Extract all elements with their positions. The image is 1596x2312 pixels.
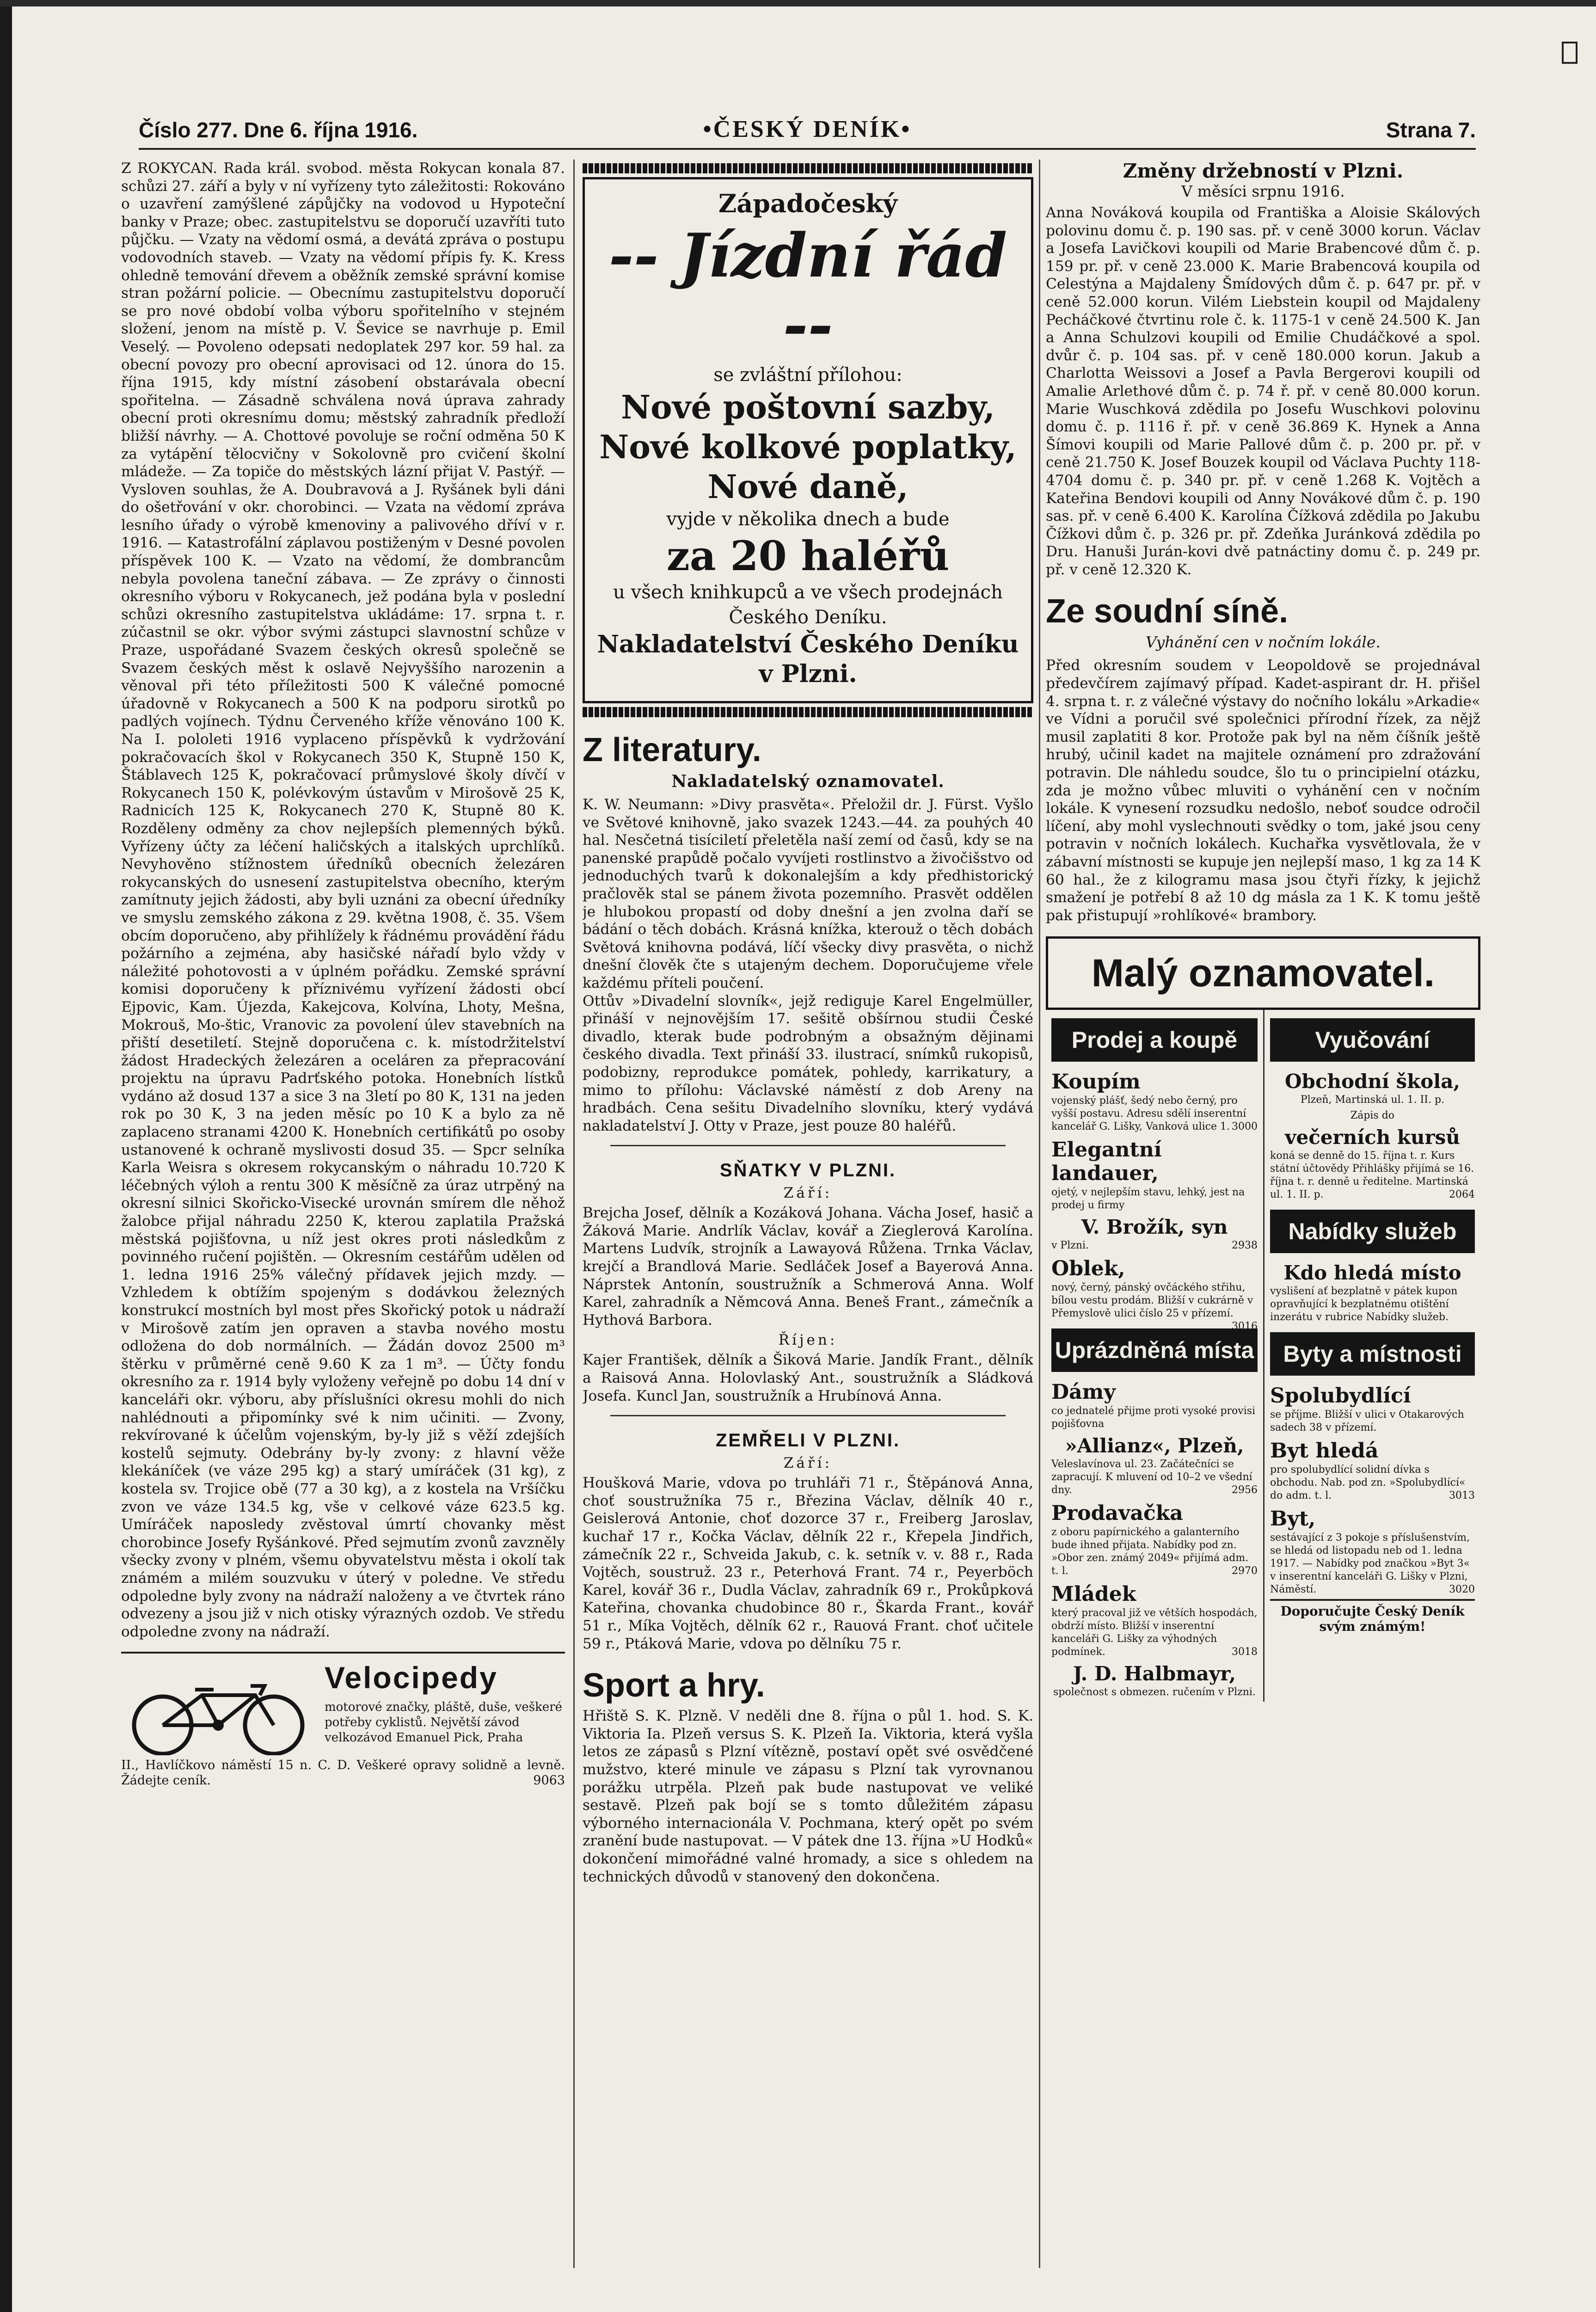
allianz-body: Veleslavínova ul. 23. Začátečníci se zapracují. K mluvení od 10–2 ve všední dny. xyxy=(1051,1458,1252,1496)
ad-line-2: Nové kolkové poplatky, xyxy=(599,428,1017,466)
byt-text xyxy=(1270,1531,1475,1596)
skola-heading: Obchodní škola, xyxy=(1284,1070,1461,1093)
mladek-code: 3018 xyxy=(1232,1646,1258,1658)
zmeny-text: Anna Nováková koupila od Františka a Aloisie Skálových polovinu domu č. p. 190 sas. př. v ceně 3000 korun. Václav a Josefa Lavičkovi koupili od Marie Brabencové dům č. p. 159 pr. př. v ceně 23.000 K. Marie Brabencová koupila od Celestýna a Majdaleny Šmídových dům č. p. 647 pr. př. v ceně 52.000 korun. Vilém Liebstein koupil od Majdaleny Pecháčkové čtvrtinu role č. k. 1175-1 v ceně 24.500 K. Jan a Anna Schulzovi koupili od Emilie Chudáčkové a spol. dvůr č. p. 104 sas. př. v ceně 180.000 korun. Jakub a Charlotta Weissovi a Josef a Pavla Bergerovi koupili od Amalie Arlethové dům č. p. 74 ř. př. v ceně 80.000 korun. Marie Wuschková zdědila po Josefu Wuschkovi polovinu domu č. p. 1116 ř. př. v ceně 36.869 K. Hynek a Anna Šímovi koupili od Marie Pallové dům č. p. 200 pr. př. v ceně 21.750 K. Josef Bouzek koupil od Václava Puchty 118-4704 domu č. p. 340 pr. př. v ceně 1.268 K. Vojtěch a Kateřina Bendovi koupili od Anny Novákové dům č. p. 190 sas. př. v ceně 6.400 K. Karolína Čížková zdědila po Jakubu Čížkovi dům č. p. 326 pr. př. Zdeňka Juránková zdědila po Dru. Hanuši Jurán-kovi dvě patnáctiny domu č. p. 249 pr. př. v ceně 12.320 K. xyxy=(1046,204,1480,578)
byt-hleda-code: 3013 xyxy=(1449,1490,1475,1502)
sport-heading: Sport a hry. xyxy=(583,1667,765,1704)
maly-oznamovatel-box: Malý oznamovatel. xyxy=(1046,936,1480,1010)
ad-publisher: Nakladatelství Českého Deníku v Plzni. xyxy=(597,630,1019,688)
issue-date: Číslo 277. Dne 6. října 1916. xyxy=(139,118,418,142)
kdo-text: vyslišení ať bezplatně v pátek kupon opravňující k bezplatnému otištění inzerátu v rubrice Nabídky služeb. xyxy=(1270,1285,1458,1323)
ad-border-top xyxy=(583,163,1033,173)
oblek-body: nový, černý, pánský ovčáckého střihu, bílou vestu prodám. Bližší v cukrárně v Přemyslově ulici číslo 25 v přízemí. xyxy=(1051,1282,1253,1320)
landauer-heading: Elegantní landauer, xyxy=(1051,1138,1162,1186)
snatky-zari-text: Brejcha Josef, dělník a Kozáková Johana. Vácha Josef, hasič a Žáková Marie. Andrlík Václav, kovář a Zieglerová Karolína. Martens Ludvík, strojník a Lawayová Růžena. Trnka Václav, krejčí a Brandlová Marie. Sedláček Josef a Bayerová Anna. Náprstek Antonín, soustružník a Schmerová Anna. Wolf Karel, zahradník a Němcová Anna. Beneš Frant., zámečník a Hythová Barbora. xyxy=(583,1205,1033,1328)
literatura-paragraph-2: Ottův »Divadelní slovník«, jejž rediguje Karel Engelmüller, přináší v nejnovějším 17. sešitě obšírnou studii České divadlo, kterak bude podrobným a obsažným dějinami českého divadla. Text přináší 33. ilustrací, snímků rukopisů, podobizny, reprodukce pomátek, pohledy, karrikatury, a mimo to přílohu: Václavské náměstí z dob Areny na hradbách. Cena sešitu Divadelního slovníku, který vydává nakladatelství J. Otty v Praze, jest pouze 80 haléřů. xyxy=(583,992,1033,1134)
classifieds xyxy=(1046,1010,1480,1702)
ad-top-line: Západočeský xyxy=(718,189,898,218)
halbmayr-text: společnost s obmezen. ručením v Plzni. xyxy=(1053,1686,1256,1698)
prodavacka-body: z oboru papírnického a galanterního bude ihned přijata. Nabídky pod zn. »Obor zen. známý 2049« přijímá adm. t. l. xyxy=(1051,1526,1249,1577)
zemreli-heading: ZEMŘELI V PLZNI. xyxy=(715,1430,901,1451)
zmeny-subheading: V měsíci srpnu 1916. xyxy=(1181,182,1345,200)
zapis-text: Zápis do xyxy=(1350,1110,1395,1122)
snatky-rijen-text: Kajer František, dělník a Šiková Marie. Jandík Frant., dělník a Raisová Anna. Holovlaský Ant., soustružník a Sládková Josefa. Kuncl Jan, soustružník a Hrubínová Anna. xyxy=(583,1352,1033,1404)
mladek-body: který pracoval již ve větších hospodách, obdrží místo. Bližší v inserentní kanceláři G. Lišky za výhodných podmínek. xyxy=(1051,1607,1258,1658)
uprazdnena-label: Uprázdněná místa xyxy=(1051,1328,1258,1372)
column-3 xyxy=(1046,160,1480,2296)
velocipedy-address xyxy=(121,1758,565,1788)
allianz-code: 2956 xyxy=(1232,1484,1258,1496)
classifieds-left xyxy=(1046,1010,1263,1702)
allianz-text xyxy=(1051,1458,1258,1497)
literatura-paragraph-1: K. W. Neumann: »Divy prasvěta«. Přeložil dr. J. Fürst. Vyšlo ve Světové knihovně, jako svazek 1243.—44. za pouhých 40 hal. Nesčetná tisíciletí přeletěla naší zemí od časů, kdy se na panenské prapůdě počalo vyvíjeti rostlinstvo a živočišstvo od jednoduchých tvarů k dokonalejším a kdy předhistorický pračlověk stal se pánem života pozemního. Prasvět oddělen je hlubokou propastí od doby dnešní a jen zvolna daří se bádání o těch dobách. Krásná knížka, kterouž o těch dobách Světová knihovna podává, líčí všecky divy prasvěta, o nichž dnešní člověk čte s utajeným dechem. Doporučujeme vřele každému příteli poučení. xyxy=(583,796,1033,991)
brozik-sub xyxy=(1051,1239,1258,1252)
prodavacka-text xyxy=(1051,1526,1258,1578)
bicycle-icon xyxy=(121,1677,315,1755)
kurs-code: 2064 xyxy=(1449,1189,1475,1201)
oblek-text xyxy=(1051,1281,1258,1333)
landauer-text: ojetý, v nejlepším stavu, lehký, jest na prodej u firmy xyxy=(1051,1187,1245,1211)
page-edge-top xyxy=(0,0,1596,6)
spolubydlici-heading: Spolubydlící xyxy=(1270,1384,1411,1408)
mladek-text xyxy=(1051,1607,1258,1659)
snatky-heading: SŇATKY V PLZNI. xyxy=(719,1160,896,1181)
literatura-heading: Z literatury. xyxy=(583,732,761,769)
kurs-text xyxy=(1270,1150,1475,1201)
zemreli-text: Houšková Marie, vdova po truhláři 71 r., Štěpánová Anna, choť soustružníka 75 r., Březina Václav, dělník 40 r., Geislerová Antonie, choť dozorce 37 r., Freiberg Jaroslav, kuchař 17 r., Kočka Václav, dělník 22 r., Křepela Jindřich, zámečník 22 r., Schveida Jakub, c. k. setník v. v. 88 r., Rada Vojtěch, soustruž. 23 r., Peterhová Frant. 74 r., Peyerböch Karel, kovář 36 r., Dudla Václav, zahradník 69 r., Prokůpková Kateřina, chovanka chudobince 80 r., Škarda Frant., kovář 51 r., Míka Vojtěch, dělník 62 r., Rauová Frant. choť učitele 59 r., Ptáková Marie, vdova po dělníku 75 r. xyxy=(583,1475,1033,1652)
spolubydlici-text: se příjme. Bližší v ulici v Otakarových sadech 38 v přízemí. xyxy=(1270,1409,1464,1434)
koupim-code: 3000 xyxy=(1232,1121,1258,1133)
byty-label: Byty a místnosti xyxy=(1270,1332,1475,1376)
byt-hleda-body: pro spolubydlící solidní dívka s obchodu. Nab. pod zn. »Spolubydlící« do adm. t. l. xyxy=(1270,1464,1466,1502)
corner-mark xyxy=(1562,42,1578,64)
page-edge xyxy=(0,0,12,2312)
masthead xyxy=(139,111,1476,150)
prodej-label: Prodej a koupě xyxy=(1051,1018,1258,1062)
koupim-body: vojenský plášť, šedý nebo černý, pro vyšší postavu. Adresu sdělí inserentní kancelář G. Lišky, Vanková ulice 1. xyxy=(1051,1095,1246,1133)
newspaper-title: •ČESKÝ DENÍK• xyxy=(703,116,912,142)
ad-line-3: Nové daně, xyxy=(707,467,908,506)
ad-border-bottom xyxy=(583,707,1033,717)
column-rule xyxy=(573,160,575,2268)
velocipedy-title: Velocipedy xyxy=(325,1660,498,1695)
halbmayr-name: J. D. Halbmayr, xyxy=(1073,1662,1236,1685)
soud-subheading: Vyhánění cen v nočním lokále. xyxy=(1146,633,1381,652)
brozik-name: V. Brožík, syn xyxy=(1081,1216,1228,1239)
column-rule xyxy=(1039,160,1040,2268)
ad-price: za 20 haléřů xyxy=(666,532,950,580)
skola-address: Plzeň, Martinská ul. 1. II. p. xyxy=(1300,1094,1445,1106)
brozik-city: v Plzni. xyxy=(1051,1240,1089,1252)
oblek-code: 3016 xyxy=(1232,1321,1258,1333)
prodavacka-code: 2970 xyxy=(1232,1565,1258,1577)
brozik-code: 2938 xyxy=(1232,1240,1258,1252)
literatura-subheading: Nakladatelský oznamovatel. xyxy=(671,772,945,791)
page-number: Strana 7. xyxy=(1386,118,1476,142)
snatky-zari-label: Září: xyxy=(783,1185,833,1202)
divider xyxy=(610,1415,1006,1416)
ad-line-6: u všech knihkupců a ve všech prodejnách Českého Deníku. xyxy=(613,582,1003,628)
byt-heading: Byt, xyxy=(1270,1507,1316,1531)
column-2 xyxy=(583,160,1033,2296)
velocipedy-code: 9063 xyxy=(533,1773,565,1788)
oblek-heading: Oblek, xyxy=(1051,1257,1125,1281)
zemreli-zari-label: Září: xyxy=(783,1455,833,1472)
snatky-rijen-label: Říjen: xyxy=(778,1332,838,1349)
ad-headline: -- Jízdní řád -- xyxy=(608,220,1007,360)
soud-heading: Ze soudní síně. xyxy=(1046,593,1289,630)
kurs-body: koná se denně do 15. října t. r. Kurs státní účtovědy Přihlášky přijímá se 16. října t. r. denně u ředitelne. Martinská ul. 1. II. p. xyxy=(1270,1150,1474,1201)
kurs-heading: večerních kursů xyxy=(1285,1126,1460,1149)
velocipedy-text: motorové značky, pláště, duše, veškeré potřeby cyklistů. Největší závod velkozávod Emanuel Pick, Praha xyxy=(325,1700,563,1745)
koupim-heading: Koupím xyxy=(1051,1070,1141,1094)
allianz-name: »Allianz«, Plzeň, xyxy=(1065,1434,1244,1457)
koupim-text xyxy=(1051,1095,1258,1133)
divider xyxy=(610,1145,1006,1146)
damy-text: co jednatelé přijme proti vysoké provisi pojišťovna xyxy=(1051,1405,1256,1430)
rokycany-article: Z ROKYCAN. Rada král. svobod. města Rokycan konala 87. schůzi 27. září a byly v ní vyřízeny tyto záležitosti: Rokováno o uzavření zamýšlené zápůjčky na vodovod u Hypoteční banky v Praze; obec. zastupitelstvu se doporučí uzavříti tuto půjčku. — Vzaty na vědomí osmá, a devátá zpráva o postupu vodovodních staveb. — Vzaty na vědomí přípis fy. K. Kress ohledně temování dřevem a oběžník zemské správní komise stran požární policie. — Obecnímu zastupitelstvu doporučí se pro nové období volba výboru spořitelního v stejném složení, jenom na místě p. V. Ševice se navrhuje p. Emil Veselý. — Povoleno odepsati nedoplatek 297 kor. 59 hal. za obecní povozy pro obecní aprovisaci od 12. února do 15. října 1915, kdy místní zásobení obstarávala obecní spořitelna. — Zásadně schválena nová úprava zahrady obecní proti okresnímu domu; městský zahradník předloží bližší návrhy. — A. Chottové povoluje se roční odměna 50 K za vytápění tělocvičny v Sokolovně pro cvičení školní mládeže. — Za topiče do městských lázní přijat V. Pastýř. — Vysloven souhlas, že A. Doubravová a J. Ryšánek byli dáni do ošetřování v okr. chorobinci. — Vzata na vědomí zpráva lesního úřady o výrobě kmenoviny a palivového dříví v r. 1916. — Katastrofální záplavou postiženým v Desné povolen příspěvek 100 K. — Vzato na vědomí, že dombrancům nebyla povolena taneční zábava. — Ze zprávy o činnosti okresního výboru v Rokycanech, jež podána byla v poslední schůzi okresního zastupitelstva ukládáme: 17. srpna t. r. zúčastnil se okr. výbor svými zástupci slavnostní schůze v Praze, uspořádané Svazem českých okresů společně se Svazem českých měst k oslavě Nejvyššího narozenin a věnoval při této příležitosti 500 K válečné pomocné úřadovně v Rokycanech a 500 K na podporu sirotků po padlých vojínech. Týdnu Červeného kříže věnováno 100 K. Na I. pololeti 1916 vyplaceno příspěvků k vydržování pokračovacích škol v Rokycanech 350 K, Stupně 150 K, Štáblavech 125 K, pokračovací průmyslové školy dívčí v Rokycanech 150 K, polévkovým ústavům v Mirošově 25 K, Radnicích 125 K, Rokycanech 270 K, Stupně 80 K. Rozděleny odměny za chov nejlepších plemenných býků. Vyřízeny účty za léčení haličských a italských uprchlíků. Nevyhověno stížnostem úředníků obecních železáren rokycanských do usnesení zastupitelstva obecního, kterým zamítnuty jejich žádosti, aby byli uznáni za obecní úředníky ve smyslu zemského zákona z 29. května 1908, č. 35. Všem obcím doporučeno, aby přihlížely k řádnému provádění řádu požárního a zejména, aby hasičské nářadí bylo vždy v náležité pohotovosti a v úplném pořádku. Zemské správní komisi doporučeny k příznivému vyřízení žádosti obcí Ejpovic, Kam. Újezda, Kakejcova, Kolvína, Lhoty, Mešna, Mokrouš, Mo-štic, Vranovic za povolení úlev stavebních na přiští desetiletí. Stejně doporučena c. k. místodržitelství žádost Hradeckých železáren a oceláren za přepracování projektu na úpravu Padrťského potoka. Honebních lístků vydáno až dosud 137 a sice 3 na 3letí po 80 K, 131 na jeden rok po 30 K, 3 na jeden měsíc po 10 K a bylo za ně zaplaceno stranami 4200 K. Honebních certifikátů po osoby ustanovené k ochraně myslivosti dosud 35. — Spcr selníka Karla Weisra s okresem rokycanským o náhradu 10.720 K léčebných výloh a rentu 300 K měsíčně za úraz utrpěný na okresní silnici Skořicko-Visecké urovnán smírem dle něhož žalobce přijal náhradu 2250 K, kterou zaplatila Pražská městská pojišťovna, u níž jest okres proti následkům z povinného ručení pojištěn. — Okresním cestářům udělen od 1. ledna 1916 25% válečný přídavek jejich mzdy. — Vzhledem k obtížím spojeným s dodávkou železných konstrukcí mostních byl most přes Skořický potok u nádraží v Mirošově zatím jen opraven a stavba nového mostu odložena do dob normálních. — Žádán dovoz 2500 m³ štěrku v průměrné ceně 9.60 K za 1 m³. — Účty fondu okresního za r. 1914 byly vyloženy veřejně po dobu 14 dní v kanceláři okr. výboru, aby příslušníci okresu mohli do nich nahlédnouti a připomínky své k nim učiniti. — Zvony, rekvírované k účelům vojenským, by-ly již s věží zdejších kostelů sejmuty. Odebrány by-ly zvony: z hlavní věže klekáníček (ve váze 295 kg) a starý umíráček (31 kg), z kostela sv. Trojice obě (77 a 30 kg), a z kostela na Vršíčku zvon ve váze 134.5 kg, vše v celkové váze 623.5 kg. Umíráček naposledy zvěstoval úmrtí chovanky měst chorobince Josefy Ryšánkové. Před sejmutím zvonů zavzněly všecky zvony v plném, všemu obyvatelstvu města i okolí tak známém a milém souzvuku v úterý v poledne. Ve středu odpoledne byly zvony na nádraží naloženy a ve čtvrtek ráno odvezeny a jsou již v nich otisky výrazných ozdob. Ve středu odpoledne zvony na nádraží. xyxy=(121,160,565,1640)
velocipedy-address-text: II., Havlíčkovo náměstí 15 n. C. D. Veškeré opravy solidně a levně. Žádejte ceník. xyxy=(121,1758,565,1788)
classifieds-right xyxy=(1263,1010,1480,1702)
velocipedy-ad xyxy=(121,1652,565,1800)
prodavacka-heading: Prodavačka xyxy=(1051,1501,1183,1525)
byt-hleda-heading: Byt hledá xyxy=(1270,1439,1379,1463)
mladek-heading: Mládek xyxy=(1051,1582,1136,1606)
nabidky-label: Nabídky služeb xyxy=(1270,1210,1475,1253)
kdo-heading: Kdo hledá místo xyxy=(1283,1261,1461,1285)
vyucovani-label: Vyučování xyxy=(1270,1018,1475,1062)
ad-line-1: Nové poštovní sazby, xyxy=(621,388,995,426)
soud-text: Před okresním soudem v Leopoldově se projednával předevčírem zajímavý případ. Kadet-aspirant dr. H. přišel 4. srpna t. r. z válečné výstavy do nočního lokálu »Arkadie« ve Vídni a poručil své společnici přírodní řízek, za nějž musil zaplatiti 8 kor. Protože pak byl na něm číšník ještě hrubý, učinil kadet na majitele oznámení pro zdražování potravin. Dle náhledu soudce, šlo tu o principielní otázku, zda je možno vůbec mluviti o vyhánění cen v nočním lokále. K vynesení rozsudku nedošlo, neboť soudce odročil líčení, aby mohl vyslechnouti svědky o tom, jaké jsou ceny potravin v nočních lokálech. Kuchařka vysvětlovala, že v zábavní místnosti se kupuje jen nejlepší maso, 1 kg za 14 K 60 hal., že z kilogramu masa jsou čtyři řízky, k jejichž smažení je potřebí 8 až 10 dg másla za 1 K. K tomu ještě pak přistupují »rohlíkové« brambory. xyxy=(1046,657,1480,924)
sport-text: Hřiště S. K. Plzně. V neděli dne 8. října o půl 1. hod. S. K. Viktoria Ia. Plzeň versus S. K. Plzeň Ia. Viktoria, která vyšla letos ze zápasů s Plzní vítězně, postaví opět své osvědčené mužstvo, které minule ve zápasu s Plzní tak vyrovnanou porážku utrpěla. Plzeň pak bude nastupovat ve veliké sestavě. Plzeň pak bojí se s tomto důležitém zápasu výborného internacionála V. Pochmana, který opět po svém zranění bude nastupovat. — V pátek dne 13. října »U Hodků« dokončení mimořádné valné hromady, a sice s ohledem na technických důvodů v stanovený den dokončena. xyxy=(583,1708,1033,1885)
damy-heading: Dámy xyxy=(1051,1380,1116,1404)
column-1 xyxy=(121,160,565,2296)
doporucujte-banner: Doporučujte Český Deník svým známým! xyxy=(1270,1599,1475,1634)
ad-line-4: vyjde v několika dnech a bude xyxy=(666,509,950,530)
zmeny-heading: Změny držebností v Plzni. xyxy=(1123,160,1404,182)
ad-sub: se zvláštní přílohou: xyxy=(713,364,902,386)
jizdni-rad-ad xyxy=(583,177,1033,703)
byt-hleda-text xyxy=(1270,1463,1475,1502)
byt-body: sestávající z 3 pokoje s příslušenstvím, se hledá od listopadu neb od 1. ledna 1917. — Nabídky pod značkou »Byt 3« v inserentní kanceláři G. Lišky v Plzni, Náměstí. xyxy=(1270,1532,1470,1596)
byt-code: 3020 xyxy=(1449,1584,1475,1596)
